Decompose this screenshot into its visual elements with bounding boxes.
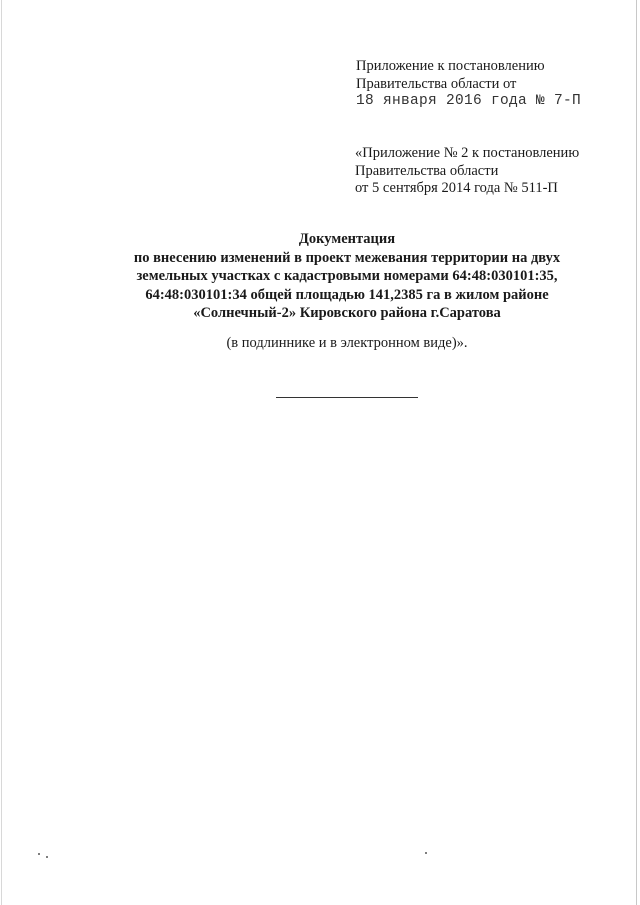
appendix-header-date: 18 января 2016 года № 7-П: [356, 93, 582, 109]
scan-speck: [38, 853, 40, 855]
scan-speck: [46, 856, 48, 858]
scan-edge-right: [636, 0, 637, 905]
title-line-5: «Солнечный-2» Кировского района г.Саратова: [193, 305, 501, 321]
original-appendix-line-3: от 5 сентября 2014 года № 511-П: [355, 180, 558, 196]
original-appendix-line-2: Правительства области: [355, 162, 499, 179]
separator-line: [276, 397, 418, 398]
title-line-2: по внесению изменений в проект межевания территории на двух: [133, 249, 561, 266]
title-line-4: 64:48:030101:34 общей площадью 141,2385 га в жилом районе: [145, 286, 549, 303]
appendix-header: [356, 58, 581, 111]
document-note: (в подлиннике и в электронном виде)».: [226, 335, 468, 351]
original-appendix-header: [355, 145, 579, 198]
title-line-1: Документация: [298, 231, 396, 247]
original-appendix-line-1: «Приложение № 2 к постановлению: [355, 145, 580, 161]
scan-speck: [425, 852, 427, 854]
title-line-3: земельных участках с кадастровыми номерами 64:48:030101:35,: [136, 268, 558, 284]
appendix-header-line-1: Приложение к постановлению: [356, 58, 545, 74]
scan-edge-left: [1, 0, 2, 905]
document-title: [100, 230, 594, 323]
appendix-header-line-2: Правительства области от: [356, 75, 517, 92]
